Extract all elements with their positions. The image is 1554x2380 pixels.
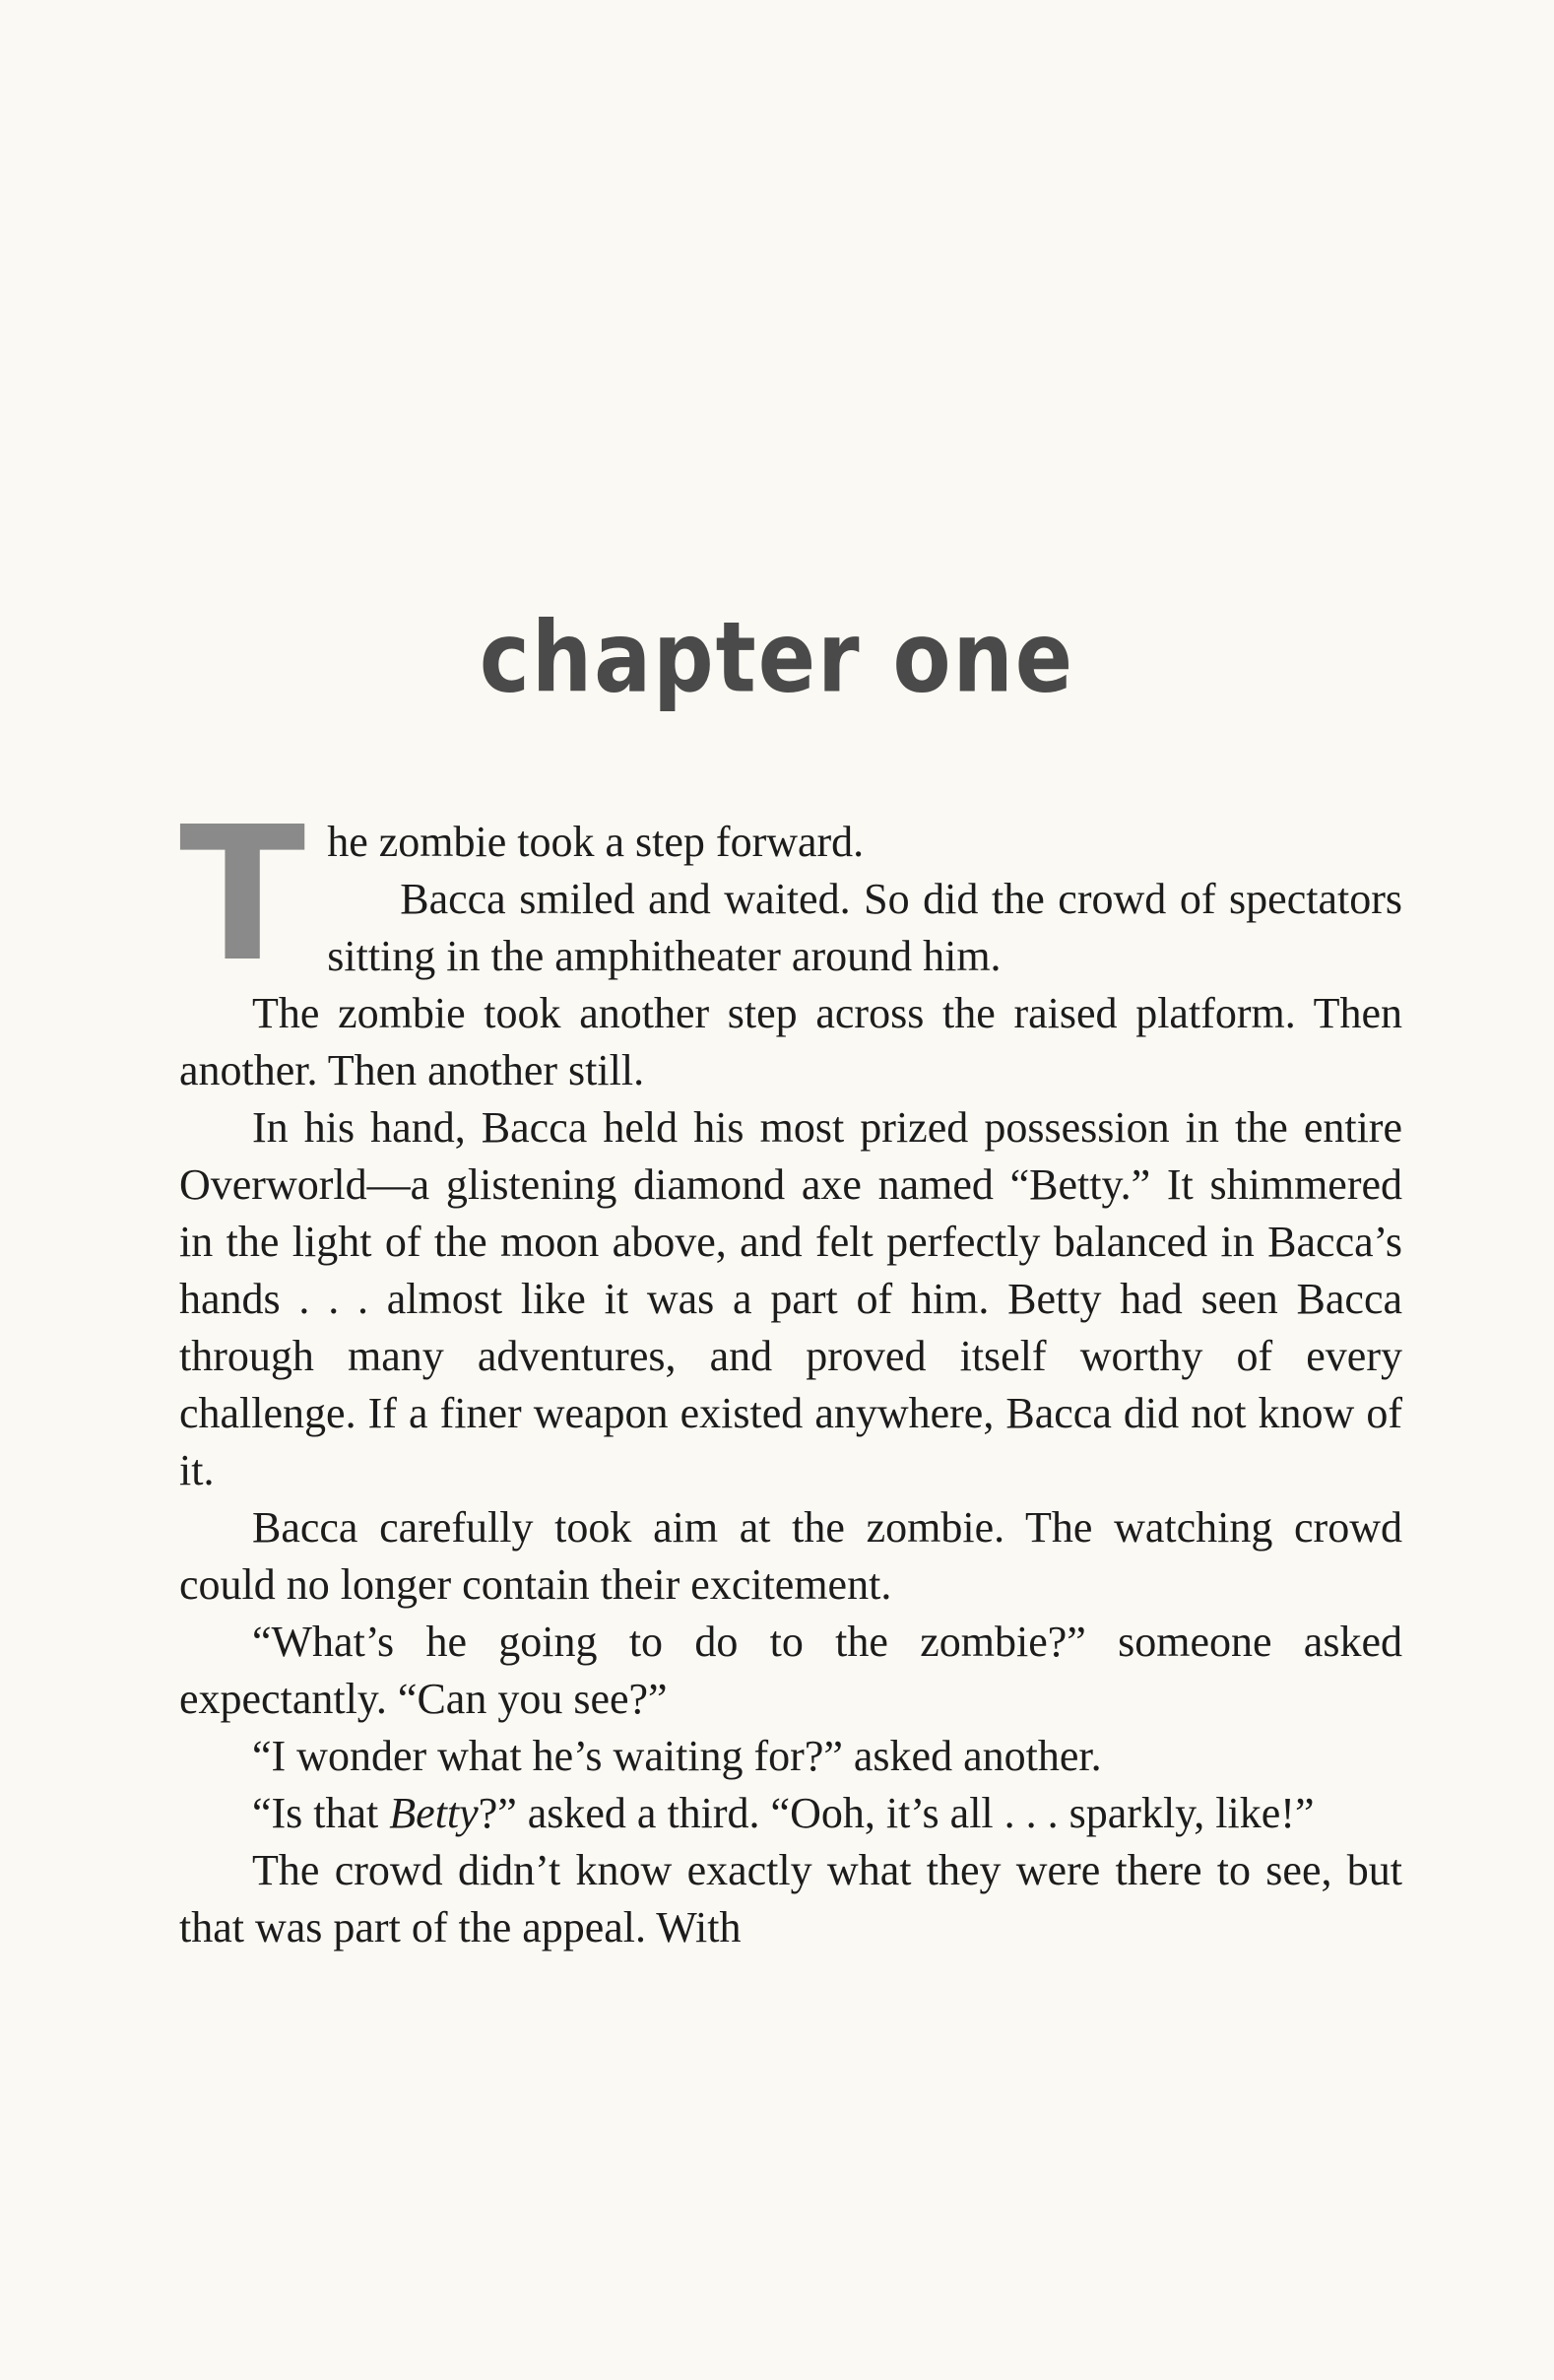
paragraph-4: In his hand, Bacca held his most prized possession in the entire Overworld—a glistening diamond axe named “Betty.” It shimmered in the light of the moon above, and felt perfectly balanced in Bacca’s hands . . . almost like it was a part of him. Betty had seen Bacca through many adventures, and proved itself worthy of every challenge. If a finer weapon existed anywhere, Bacca did not know of it. xyxy=(179,1103,1402,1494)
paragraph-5: Bacca carefully took aim at the zombie. The watching crowd could no longer contain their excitement. xyxy=(179,1503,1402,1609)
paragraph-2: Bacca smiled and waited. So did the crowd of spectators sitting in the amphitheater around him. xyxy=(327,875,1402,980)
drop-cap: T xyxy=(179,787,306,1003)
paragraph-8-emphasis: Betty xyxy=(389,1789,479,1837)
chapter-body xyxy=(179,787,1402,1956)
paragraph-8-end: ?” asked a third. “Ooh, it’s all . . . sparkly, like!” xyxy=(478,1789,1315,1837)
paragraph-7: “I wonder what he’s waiting for?” asked another. xyxy=(252,1732,1102,1780)
paragraph-9: The crowd didn’t know exactly what they were there to see, but that was part of the appeal. With xyxy=(179,1846,1402,1951)
paragraph-8-start: “Is that xyxy=(252,1789,390,1837)
paragraph-6: “What’s he going to do to the zombie?” someone asked expectantly. “Can you see?” xyxy=(179,1618,1402,1723)
paragraph-8 xyxy=(179,1785,1402,1842)
paragraph-1-text: he zombie took a step forward. xyxy=(327,818,865,866)
paragraph-3: The zombie took another step across the raised platform. Then another. Then another still. xyxy=(179,989,1402,1094)
chapter-heading: chapter one xyxy=(479,601,1075,715)
paragraph-1 xyxy=(179,787,1402,1003)
